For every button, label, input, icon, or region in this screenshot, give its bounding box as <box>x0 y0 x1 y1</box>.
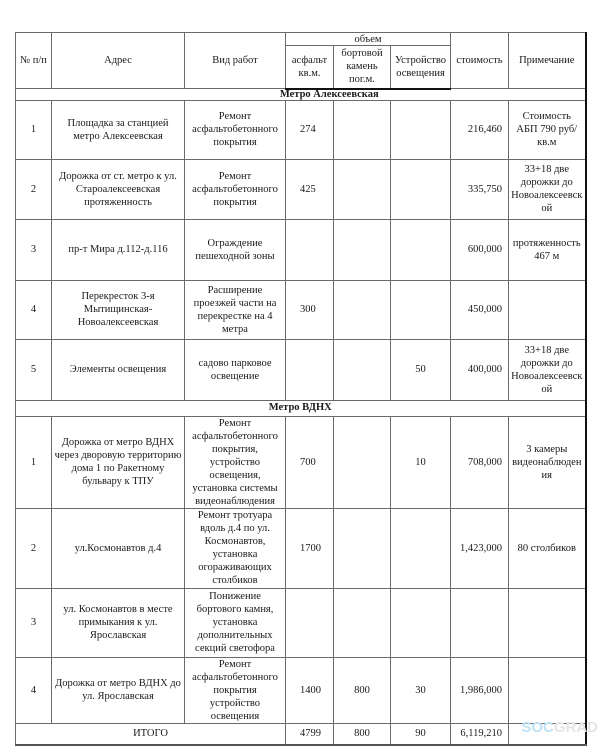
cell-note: Стоимость АБП 790 руб/кв.м <box>509 100 586 159</box>
cell-lighting <box>391 280 451 339</box>
cell-cost: 216,460 <box>451 100 509 159</box>
cell-work: Расширение проезжей части на перекрестке на 4 метра <box>185 280 286 339</box>
cell-num: 3 <box>16 588 52 657</box>
cell-asphalt: 300 <box>286 280 334 339</box>
watermark-text: SOCGRAD <box>521 719 598 736</box>
header-lighting: Устройство освещения <box>391 46 451 89</box>
cell-curb <box>334 508 391 588</box>
table-row <box>16 100 586 159</box>
works-table <box>15 32 587 746</box>
table-row <box>16 280 586 339</box>
cell-lighting: 30 <box>391 657 451 723</box>
cell-address: ул. Космонавтов в месте примыкания к ул. Ярославская <box>52 588 185 657</box>
total-row <box>16 723 586 745</box>
cell-cost: 1,986,000 <box>451 657 509 723</box>
cell-asphalt: 274 <box>286 100 334 159</box>
cell-work: Ремонт асфальтобетонного покрытия устройство освещения <box>185 657 286 723</box>
cell-curb <box>334 588 391 657</box>
table-row <box>16 588 586 657</box>
cell-note <box>509 588 586 657</box>
cell-note: 33+18 две дорожки до Новоалексеевск ой <box>509 339 586 400</box>
table-row <box>16 159 586 219</box>
cell-address: Площадка за станцией метро Алексеевская <box>52 100 185 159</box>
cell-num: 4 <box>16 657 52 723</box>
cell-cost: 600,000 <box>451 219 509 280</box>
cell-curb <box>334 339 391 400</box>
header-address: Адрес <box>52 33 185 89</box>
cell-note: 80 столбиков <box>509 508 586 588</box>
cell-asphalt: 1700 <box>286 508 334 588</box>
cell-lighting <box>391 159 451 219</box>
cell-lighting: 10 <box>391 416 451 508</box>
header-note: Примечание <box>509 33 586 89</box>
cell-note <box>509 280 586 339</box>
cell-curb <box>334 100 391 159</box>
cell-work: Ремонт асфальтобетонного покрытия <box>185 159 286 219</box>
cell-work: Ремонт асфальтобетонного покрытия, устройство освещения, установка системы видеонаблюдения <box>185 416 286 508</box>
header-cost: стоимость <box>451 33 509 89</box>
cell-curb <box>334 280 391 339</box>
cell-cost: 335,750 <box>451 159 509 219</box>
cell-curb <box>334 159 391 219</box>
total-asphalt: 4799 <box>286 723 334 745</box>
cell-curb <box>334 219 391 280</box>
cell-work: садово парковое освещение <box>185 339 286 400</box>
header-curb: бортовой камень пог.м. <box>334 46 391 89</box>
header-num: № п/п <box>16 33 52 89</box>
cell-cost <box>451 588 509 657</box>
table-row <box>16 219 586 280</box>
section-row <box>16 400 586 416</box>
section-title: Метро Алексеевская <box>16 89 586 101</box>
table-row <box>16 508 586 588</box>
cell-cost: 400,000 <box>451 339 509 400</box>
cell-num: 5 <box>16 339 52 400</box>
cell-note: 33+18 две дорожки до Новоалексеевск ой <box>509 159 586 219</box>
cell-cost: 1,423,000 <box>451 508 509 588</box>
table-row <box>16 416 586 508</box>
cell-note: 3 камеры видеонаблюден ия <box>509 416 586 508</box>
section-row <box>16 89 586 101</box>
cell-num: 1 <box>16 100 52 159</box>
cell-num: 3 <box>16 219 52 280</box>
cell-asphalt <box>286 339 334 400</box>
cell-lighting <box>391 508 451 588</box>
cell-address: Дорожка от ст. метро к ул. Староалексеевская протяженность <box>52 159 185 219</box>
total-label: ИТОГО <box>16 723 286 745</box>
total-lighting: 90 <box>391 723 451 745</box>
cell-asphalt: 700 <box>286 416 334 508</box>
table-row <box>16 657 586 723</box>
cell-work: Ремонт асфальтобетонного покрытия <box>185 100 286 159</box>
section-title: Метро ВДНХ <box>16 400 586 416</box>
cell-asphalt <box>286 588 334 657</box>
cell-lighting <box>391 219 451 280</box>
cell-num: 1 <box>16 416 52 508</box>
cell-asphalt <box>286 219 334 280</box>
total-cost: 6,119,210 <box>451 723 509 745</box>
cell-work: Ремонт тротуара вдоль д.4 по ул. Космонавтов, установка огораживающих столбиков <box>185 508 286 588</box>
cell-num: 4 <box>16 280 52 339</box>
header-work: Вид работ <box>185 33 286 89</box>
cell-curb: 800 <box>334 657 391 723</box>
cell-num: 2 <box>16 159 52 219</box>
watermark-logo <box>521 698 600 748</box>
cell-cost: 708,000 <box>451 416 509 508</box>
cell-address: Дорожка от метро ВДНХ до ул. Ярославская <box>52 657 185 723</box>
table-row <box>16 339 586 400</box>
cell-address: Элементы освещения <box>52 339 185 400</box>
cell-note: протяженность 467 м <box>509 219 586 280</box>
cell-cost: 450,000 <box>451 280 509 339</box>
cell-address: ул.Космонавтов д.4 <box>52 508 185 588</box>
cell-curb <box>334 416 391 508</box>
cell-address: Перекресток 3-я Мытищинская-Новоалексеевская <box>52 280 185 339</box>
cell-address: Дорожка от метро ВДНХ через дворовую территорию дома 1 по Ракетному бульвару к ТПУ <box>52 416 185 508</box>
total-curb: 800 <box>334 723 391 745</box>
cell-lighting <box>391 588 451 657</box>
header-volume-group: объем <box>286 33 451 46</box>
header-asphalt: асфальт кв.м. <box>286 46 334 89</box>
cell-lighting <box>391 100 451 159</box>
cell-work: Понижение бортового камня, установка дополнительных секций светофора <box>185 588 286 657</box>
table-body <box>16 89 586 746</box>
cell-asphalt: 425 <box>286 159 334 219</box>
cell-asphalt: 1400 <box>286 657 334 723</box>
cell-address: пр-т Мира д.112-д.116 <box>52 219 185 280</box>
cell-lighting: 50 <box>391 339 451 400</box>
cell-work: Ограждение пешеходной зоны <box>185 219 286 280</box>
cell-num: 2 <box>16 508 52 588</box>
